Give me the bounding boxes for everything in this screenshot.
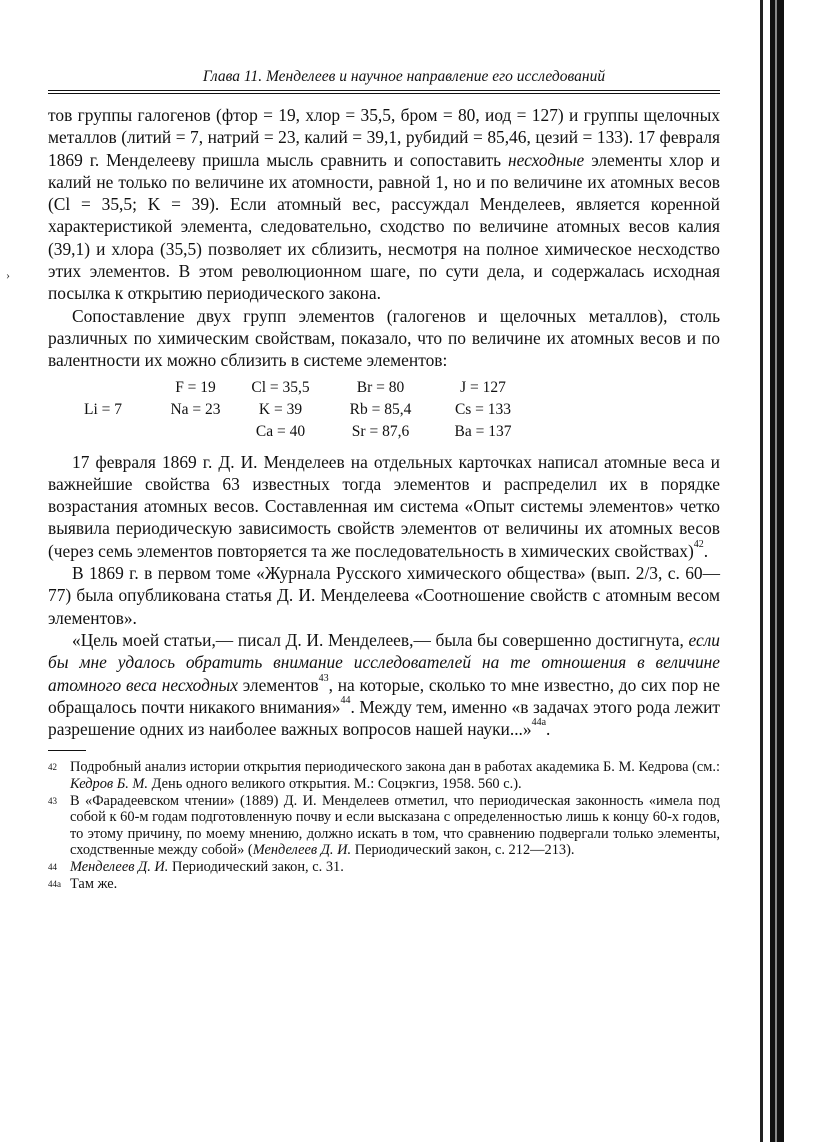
text-run: . Между тем, именно «в задачах этого рода лежит разрешение одних из наиболее важных вопросов нашей науки...»: [48, 696, 720, 740]
element-cell: Sr = 87,6: [351, 422, 410, 440]
paragraphs-before-table: [48, 104, 720, 372]
italic-text: Кедров Б. М.: [70, 776, 149, 793]
element-cell: Ba = 137: [454, 422, 512, 440]
footnote-mark: 44a: [48, 878, 61, 889]
footnotes: [48, 759, 720, 892]
text-run: В 1869 г. в первом томе «Журнала Русского химического общества» (вып. 2/3, с. 60—77) была опубликована статья Д. И. Менделеева «Соотношение свойств с атомным весом элементов».: [48, 563, 720, 628]
text-run: Сопоставление двух групп элементов (галогенов и щелочных металлов), столь различных по химическим свойствам, показало, что по величине их атомных весов и по валентности их можно сблизить в системе элементов:: [48, 305, 720, 371]
element-cell: K = 39: [258, 400, 303, 418]
footnote-ref: 44: [340, 694, 351, 706]
footnote-rule: [48, 750, 86, 751]
scan-edge-line: [760, 0, 763, 1142]
text-run: «Цель моей статьи,— писал Д. И. Менделеев,— была бы совершенно достигнута,: [72, 629, 689, 650]
text-run: 17 февраля 1869 г. Д. И. Менделеев на отдельных карточках написал атомные веса и важнейшие свойства 63 известных тогда элементов и распределил их в порядке возрастания атомных весов. Составленная им система «Опыт системы элементов» четко выявила периодическую зависимость свойств элементов от величины их атомных весов (через семь элементов повторяется та же последовательность в химических свойствах): [48, 451, 720, 561]
element-cell: Rb = 85,4: [349, 400, 412, 418]
text-run: Периодический закон, с. 31.: [168, 858, 344, 875]
text-run: Там же.: [70, 875, 118, 892]
element-cell: Cs = 133: [454, 400, 512, 418]
footnote-ref: 44a: [531, 717, 547, 729]
element-row: [48, 377, 533, 399]
element-cell: Na = 23: [170, 400, 221, 418]
element-row: [48, 399, 533, 421]
text-run: .: [703, 540, 709, 561]
text-run: .: [546, 719, 551, 740]
paragraph-p2: [48, 305, 720, 372]
element-cell: Ca = 40: [255, 422, 306, 440]
text-run: Подробный анализ истории открытия периодического закона дан в работах академика Б. М. Кедрова (см.:: [70, 759, 720, 776]
text-run: , на которые, сколько то мне известно, до сих пор не обращалось почти никакого внимания»: [48, 674, 720, 717]
element-cell: F = 19: [175, 378, 216, 396]
italic-text: несходные: [508, 149, 585, 170]
footnote-44: [48, 859, 720, 876]
element-row: [48, 421, 533, 443]
element-cell: [48, 421, 158, 443]
paragraph-p5: [48, 629, 720, 740]
text-run: тов группы галогенов (фтор = 19, хлор = 35,5, бром = 80, иод = 127) и группы щелочных металлов (литий = 7, натрий = 23, калий = 39,1, рубидий = 85,46, цезий = 133). 17 февраля 1869 г. Менделееву пришла мысль сравнить и сопоставить: [48, 105, 720, 170]
footnote-mark: 42: [48, 762, 57, 773]
text-run: В «Фарадеевском чтении» (1889) Д. И. Менделеев отметил, что периодическая законность «имела под собой к 60-м годам подготовленную почву и если высказана с определенностью лишь к концу 60-х годов, то этому причину, по моему мнению, должно искать в том, что сравнению подвергали только элементы, сходственные между собой» (: [70, 792, 720, 859]
book-page: [48, 66, 720, 892]
text-run: элементы хлор и калий не только по величине их атомности, равной 1, но и по величине их атомных весов (Cl = 35,5; K = 39). Если атомный вес, рассуждал Менделеев, является коренной характеристикой элемента, следовательно, сходство по величине атомных весов калия (39,1) и хлора (35,5) позволяет их сблизить, несмотря на полное химическое несходство этих элементов. В этом революционном шаге, по сути дела, и содержалась исходная посылка к открытию периодического закона.: [48, 149, 720, 304]
footnote-ref: 42: [693, 538, 704, 550]
footnote-42: [48, 759, 720, 792]
paragraphs-after-table: [48, 451, 720, 741]
paragraph-p4: [48, 562, 720, 629]
head-rule-thick: [48, 90, 720, 91]
italic-text: если бы мне удалось обратить внимание исследователей на те отношения в величине атомного веса несходных: [48, 629, 720, 695]
text-run: элементов: [238, 674, 319, 695]
paragraph-p1: [48, 104, 720, 305]
footnote-mark: 44: [48, 861, 57, 872]
element-cell: Cl = 35,5: [251, 378, 310, 396]
body-text: [48, 104, 720, 740]
text-run: Периодический закон, с. 212—213).: [351, 842, 575, 859]
running-head: Глава 11. Менделеев и научное направление его исследований: [202, 68, 606, 85]
paragraph-p3: [48, 451, 720, 562]
head-rule-thin: [48, 93, 720, 94]
element-table: [48, 377, 533, 443]
element-cell: [158, 421, 233, 443]
element-cell: Br = 80: [356, 378, 405, 396]
element-cell: [48, 377, 158, 399]
italic-text: Менделеев Д. И.: [70, 858, 169, 875]
footnote-43: [48, 793, 720, 859]
footnote-mark: 43: [48, 795, 57, 806]
scan-edge-bar: [770, 0, 784, 1142]
scan-speck: ›: [6, 268, 10, 282]
element-cell: Li = 7: [83, 400, 123, 418]
text-run: День одного великого открытия. М.: Соцэкгиз, 1958. 560 с.).: [148, 776, 522, 793]
footnote-ref: 43: [318, 672, 329, 684]
element-cell: J = 127: [460, 378, 506, 396]
footnote-44a: [48, 876, 720, 893]
italic-text: Менделеев Д. И.: [252, 842, 352, 859]
